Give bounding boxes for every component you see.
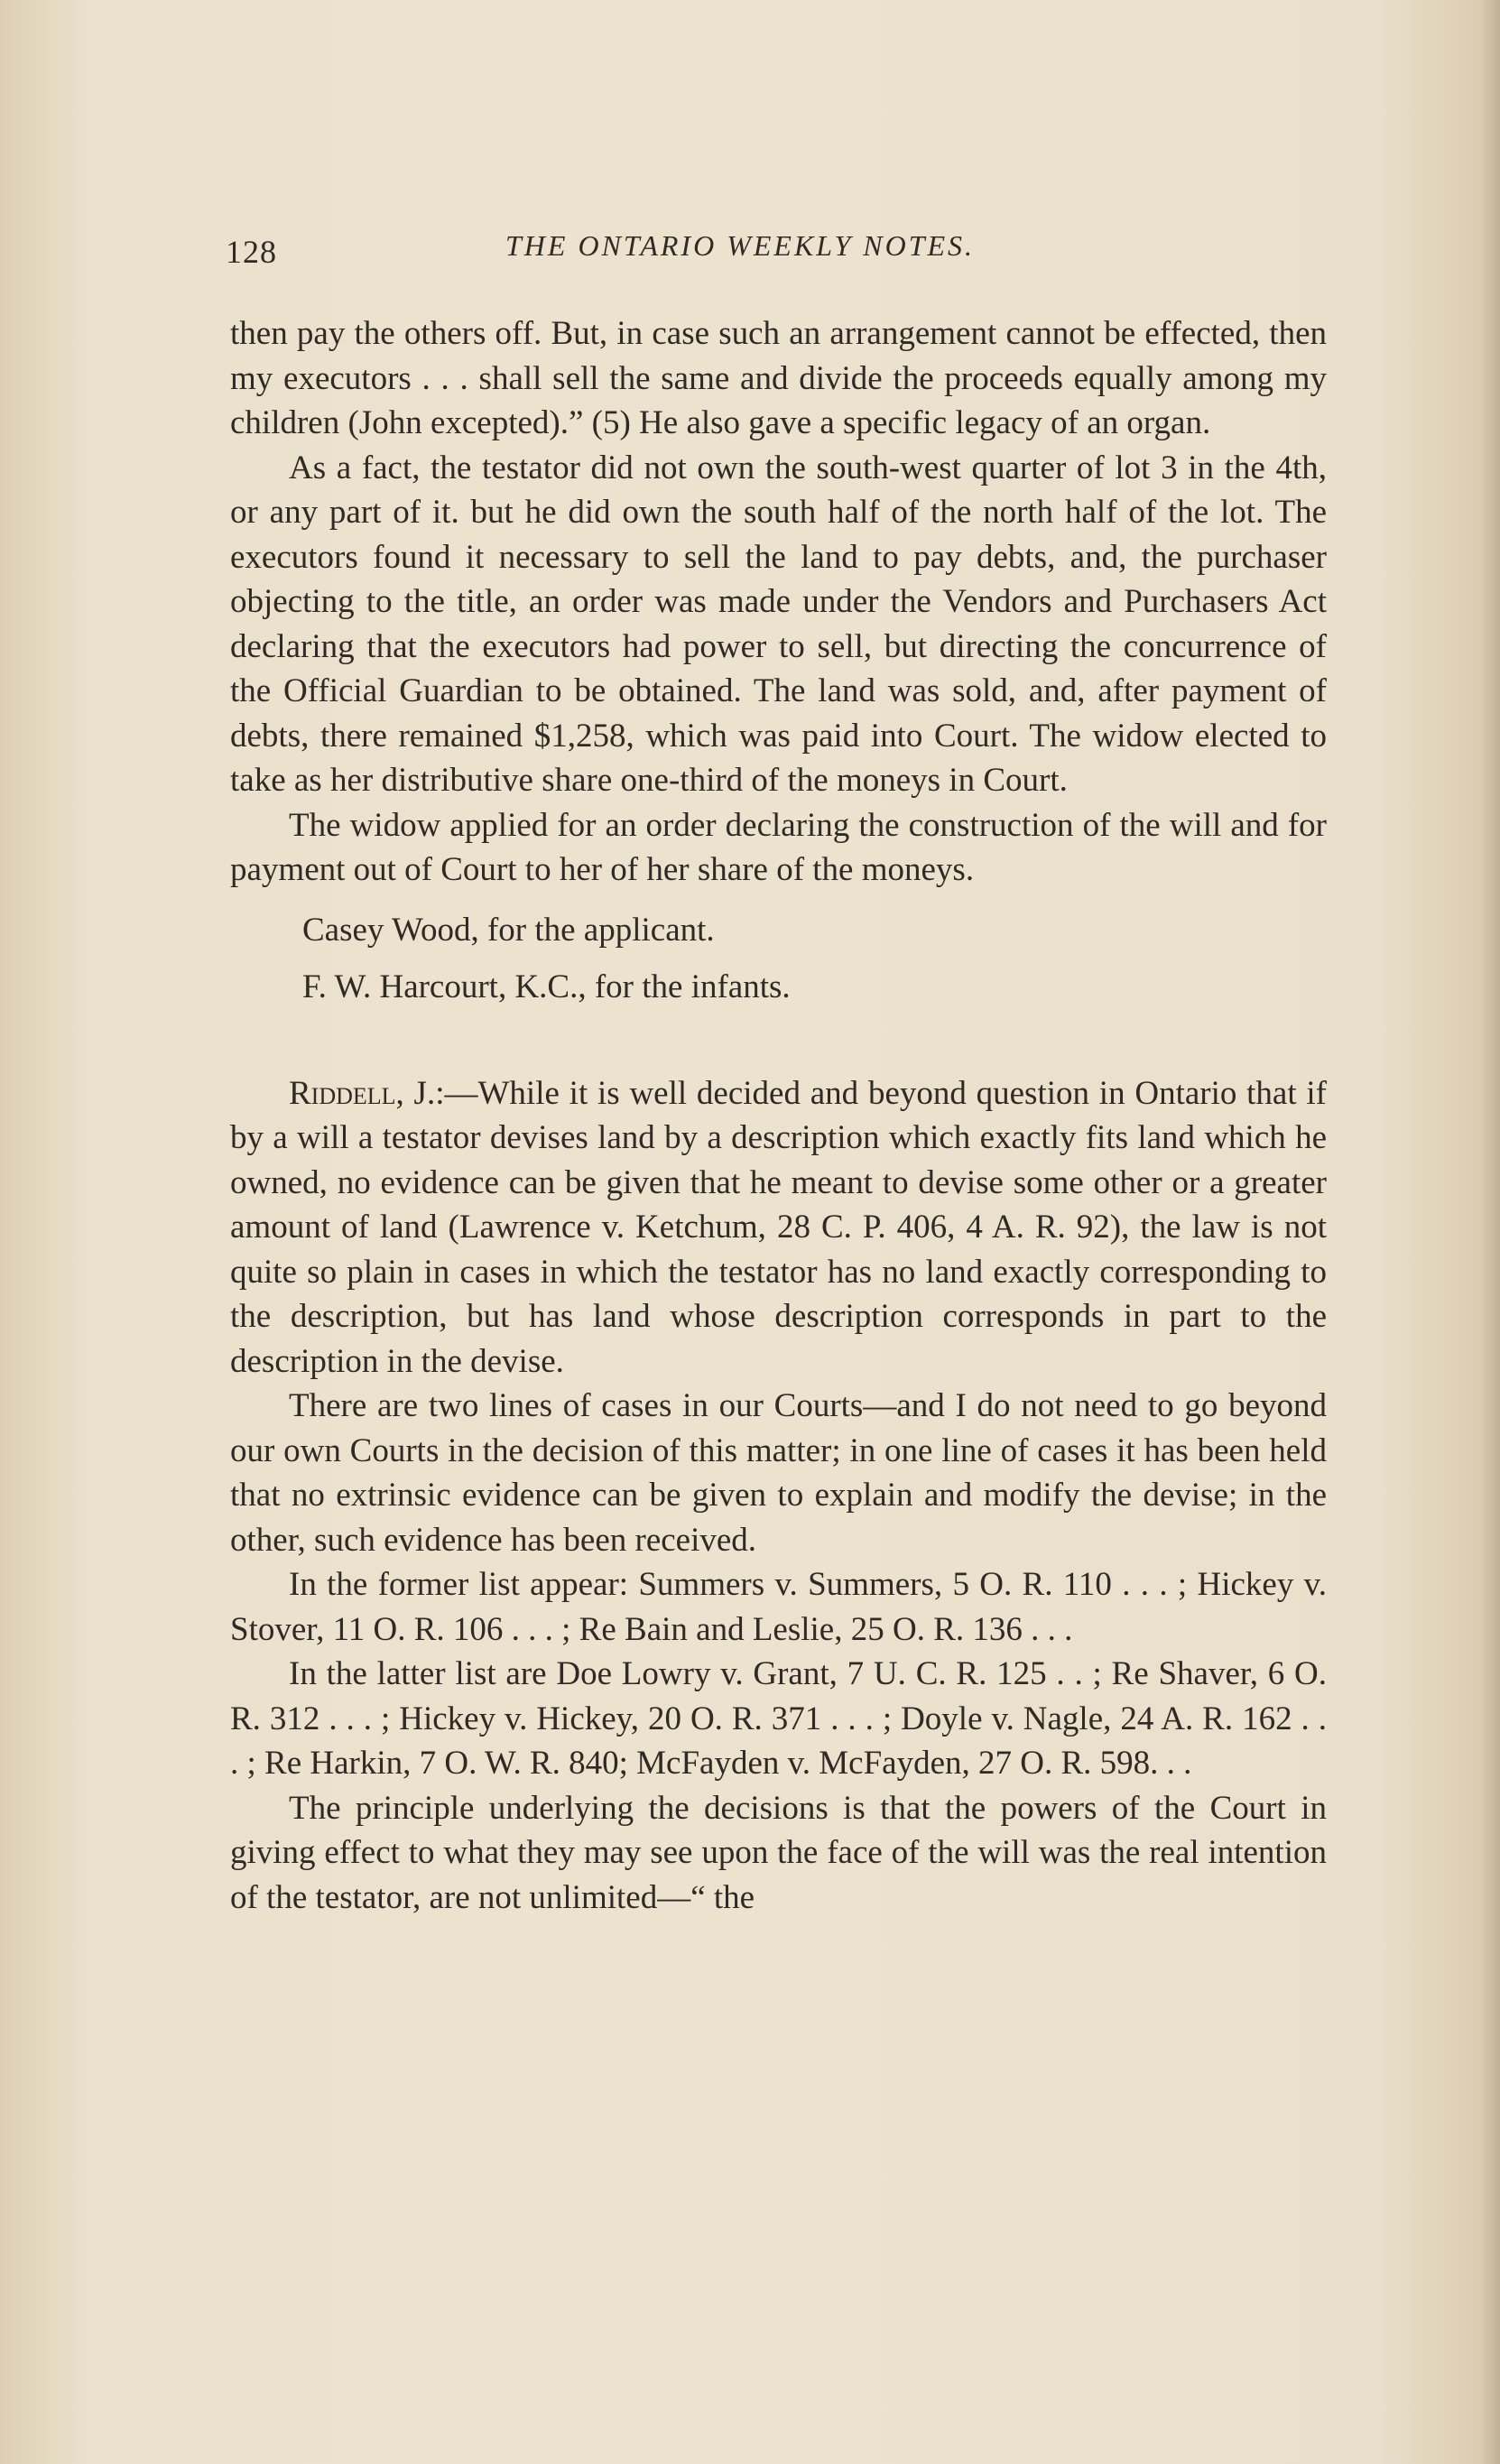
running-title: THE ONTARIO WEEKLY NOTES. [505, 229, 976, 262]
page-number: 128 [226, 234, 277, 270]
counsel-block [230, 902, 1327, 1015]
paragraph-principle: The principle underlying the decisions is that the powers of the Court in giving effect to what they may see upon the face of the will was the real intention of the testator, are not unlimited—“ the [230, 1789, 1327, 1916]
paragraph-lines-of-cases: There are two lines of cases in our Courts—and I do not need to go beyond our own Courts in the decision of this matter; in one line of cases it has been held that no extrinsic evidence can be given to explain and modify the devise; in the other, such evidence has been received. [230, 1387, 1327, 1559]
paragraph-former-list: In the former list appear: Summers v. Summers, 5 O. R. 110 . . . ; Hickey v. Stover, 11 O. R. 106 . . . ; Re Bain and Leslie, 25 O. R. 136 . . . [230, 1566, 1327, 1648]
judge-name: Riddell, J. [289, 1074, 436, 1112]
page-edge-shadow [1480, 0, 1500, 2464]
counsel-applicant: Casey Wood, for the applicant. [302, 911, 715, 949]
judgment-text: :—While it is well decided and beyond question in Ontario that if by a will a testator devises land by a description which exactly fits land which he owned, no evidence can be given that he meant to devise some other or a greater amount of land (Lawrence v. Ketchum, 28 C. P. 406, 4 A. R. 92), the law is not quite so plain in cases in which the testator has no land exactly corresponding to the description, but has land whose description corresponds in part to the description in the devise. [230, 1074, 1327, 1380]
body-text [230, 311, 1327, 1920]
paragraph-judgment-opening [230, 1071, 1327, 1385]
counsel-infants: F. W. Harcourt, K.C., for the infants. [302, 968, 791, 1005]
paragraph-application: The widow applied for an order declaring the construction of the will and for payment out of Court to her of her share of the moneys. [230, 806, 1327, 888]
paragraph-facts: As a fact, the testator did not own the south-west quarter of lot 3 in the 4th, or any part of it. but he did own the south half of the north half of the lot. The executors found it necessary to sell the land to pay debts, and, the purchaser objecting to the title, an order was made under the Vendors and Purchasers Act declaring that the executors had power to sell, but directing the concurrence of the Official Guardian to be obtained. The land was sold, and, after payment of debts, there remained $1,258, which was paid into Court. The widow elected to take as her distributive share one-third of the moneys in Court. [230, 449, 1327, 799]
paragraph-latter-list: In the latter list are Doe Lowry v. Grant, 7 U. C. R. 125 . . ; Re Shaver, 6 O. R. 312 . . . ; Hickey v. Hickey, 20 O. R. 371 . . . ; Doyle v. Nagle, 24 A. R. 162 . . . ; Re Harkin, 7 O. W. R. 840; McFayden v. McFayden, 27 O. R. 598. . . [230, 1655, 1327, 1782]
paragraph-will-excerpt: then pay the others off. But, in case such an arrangement cannot be effected, then my executors . . . shall sell the same and divide the proceeds equally among my children (John excepted).” (5) He also gave a specific legacy of an organ. [230, 315, 1327, 441]
page-header [226, 226, 1336, 271]
